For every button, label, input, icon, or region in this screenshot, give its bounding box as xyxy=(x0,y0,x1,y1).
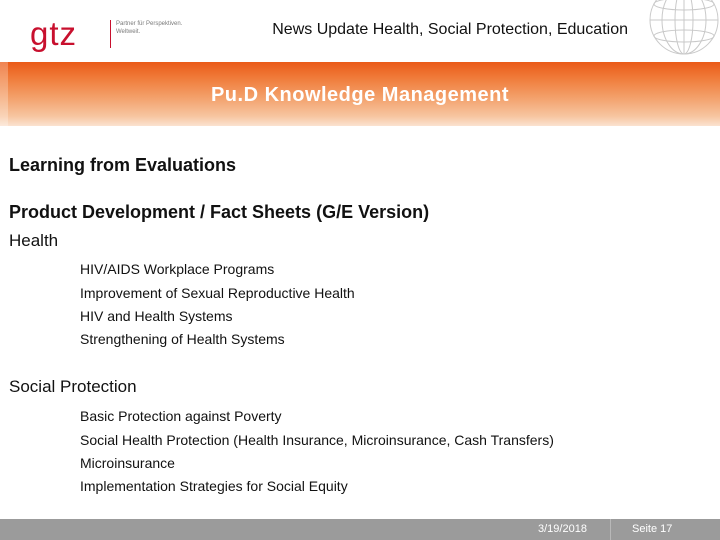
list-item: Strengthening of Health Systems xyxy=(80,331,285,347)
list-item: Basic Protection against Poverty xyxy=(80,408,282,424)
heading-health: Health xyxy=(9,231,59,250)
page-number: Seite 17 xyxy=(632,523,673,535)
list-item: HIV/AIDS Workplace Programs xyxy=(80,261,275,277)
footer-divider xyxy=(610,519,611,540)
logo-tagline-line: Weltweit. xyxy=(116,29,141,35)
logo-tagline-line: Partner für Perspektiven. xyxy=(116,21,183,27)
heading-product: Product Development / Fact Sheets (G/E Version) xyxy=(9,202,430,222)
footer-date: 3/19/2018 xyxy=(538,523,587,535)
list-item: Microinsurance xyxy=(80,455,175,471)
list-item: Social Health Protection (Health Insurance, Microinsurance, Cash Transfers) xyxy=(80,432,554,448)
header-title: News Update Health, Social Protection, Education xyxy=(272,21,628,38)
list-item: Improvement of Sexual Reproductive Health xyxy=(80,285,355,301)
list-item: Implementation Strategies for Social Equity xyxy=(80,478,348,494)
heading-learning: Learning from Evaluations xyxy=(9,155,237,175)
logo-text: gtz xyxy=(30,15,78,52)
slide-title: Pu.D Knowledge Management xyxy=(210,84,510,106)
globe-icon xyxy=(644,0,720,58)
heading-social-protection: Social Protection xyxy=(9,377,137,396)
footer-bar xyxy=(0,519,720,540)
list-item: HIV and Health Systems xyxy=(80,308,233,324)
